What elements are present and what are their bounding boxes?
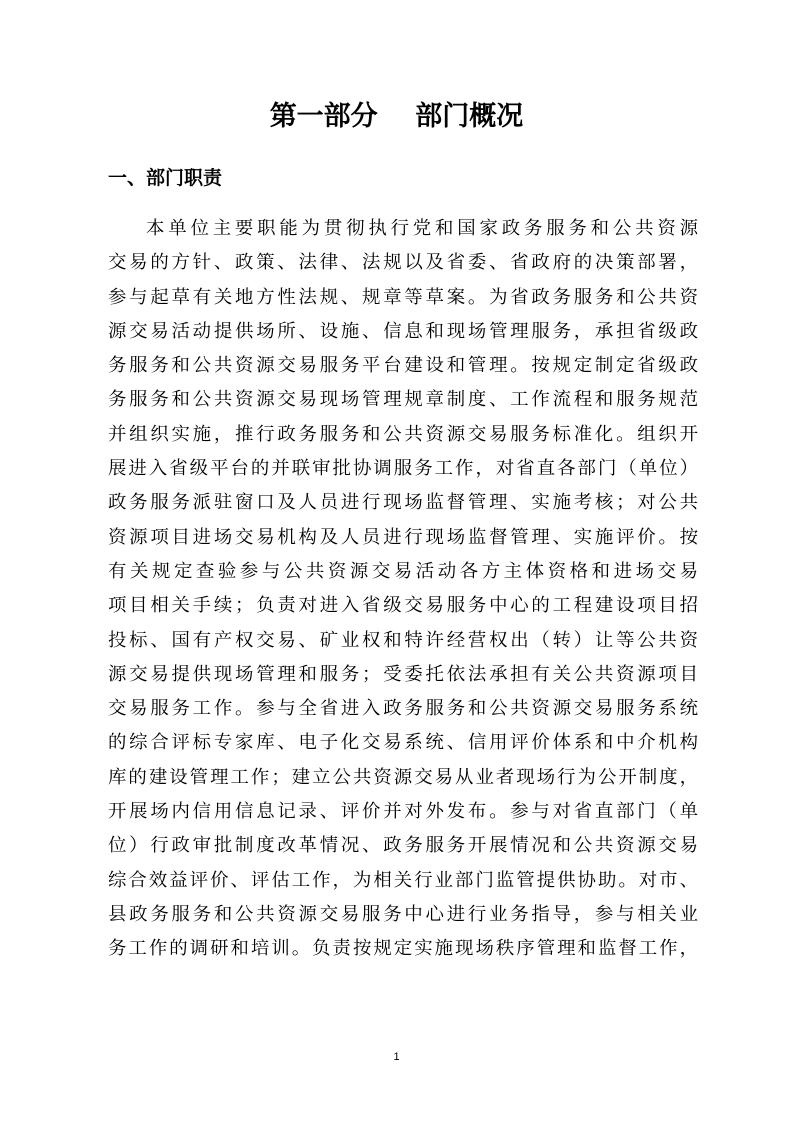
paragraph-line: 资源项目进场交易机构及人员进行现场监督管理、实施评价。按 — [108, 526, 698, 548]
paragraph-line: 本单位主要职能为贯彻执行党和国家政务服务和公共资源 — [146, 218, 698, 239]
page-title: 第一部分 部门概况 — [269, 101, 524, 132]
section-heading: 一、部门职责 — [108, 167, 223, 189]
paragraph-line: 交易的方针、政策、法律、法规以及省委、省政府的决策部署， — [108, 252, 698, 274]
body-paragraph — [108, 212, 698, 967]
paragraph-line: 源交易活动提供场所、设施、信息和现场管理服务，承担省级政 — [108, 320, 698, 342]
paragraph-line: 参与起草有关地方性法规、规章等草案。为省政务服务和公共资 — [108, 286, 698, 308]
paragraph-line: 务工作的调研和培训。负责按规定实施现场秩序管理和监督工作， — [108, 938, 698, 960]
paragraph-line: 综合效益评价、评估工作，为相关行业部门监管提供协助。对市、 — [108, 869, 698, 891]
paragraph-line: 县政务服务和公共资源交易服务中心进行业务指导，参与相关业 — [108, 903, 698, 925]
paragraph-line: 的综合评标专家库、电子化交易系统、信用评价体系和中介机构 — [108, 732, 698, 754]
page-number: 1 — [393, 1051, 400, 1063]
paragraph-line: 位）行政审批制度改革情况、政务服务开展情况和公共资源交易 — [108, 835, 698, 857]
paragraph-line: 有关规定查验参与公共资源交易活动各方主体资格和进场交易 — [108, 560, 698, 582]
paragraph-line: 并组织实施，推行政务服务和公共资源交易服务标准化。组织开 — [108, 423, 698, 445]
paragraph-line: 开展场内信用信息记录、评价并对外发布。参与对省直部门（单 — [108, 801, 698, 823]
paragraph-line: 政务服务派驻窗口及人员进行现场监督管理、实施考核；对公共 — [108, 492, 698, 514]
paragraph-line: 交易服务工作。参与全省进入政务服务和公共资源交易服务系统 — [108, 698, 698, 720]
paragraph-line: 务服务和公共资源交易现场管理规章制度、工作流程和服务规范 — [108, 389, 698, 411]
paragraph-line: 源交易提供现场管理和服务；受委托依法承担有关公共资源项目 — [108, 663, 698, 685]
paragraph-line: 展进入省级平台的并联审批协调服务工作，对省直各部门（单位） — [108, 458, 698, 480]
paragraph-line: 投标、国有产权交易、矿业权和特许经营权出（转）让等公共资 — [108, 629, 698, 651]
paragraph-line: 库的建设管理工作；建立公共资源交易从业者现场行为公开制度， — [108, 766, 698, 788]
paragraph-line: 务服务和公共资源交易服务平台建设和管理。按规定制定省级政 — [108, 355, 698, 377]
paragraph-line: 项目相关手续；负责对进入省级交易服务中心的工程建设项目招 — [108, 595, 698, 617]
